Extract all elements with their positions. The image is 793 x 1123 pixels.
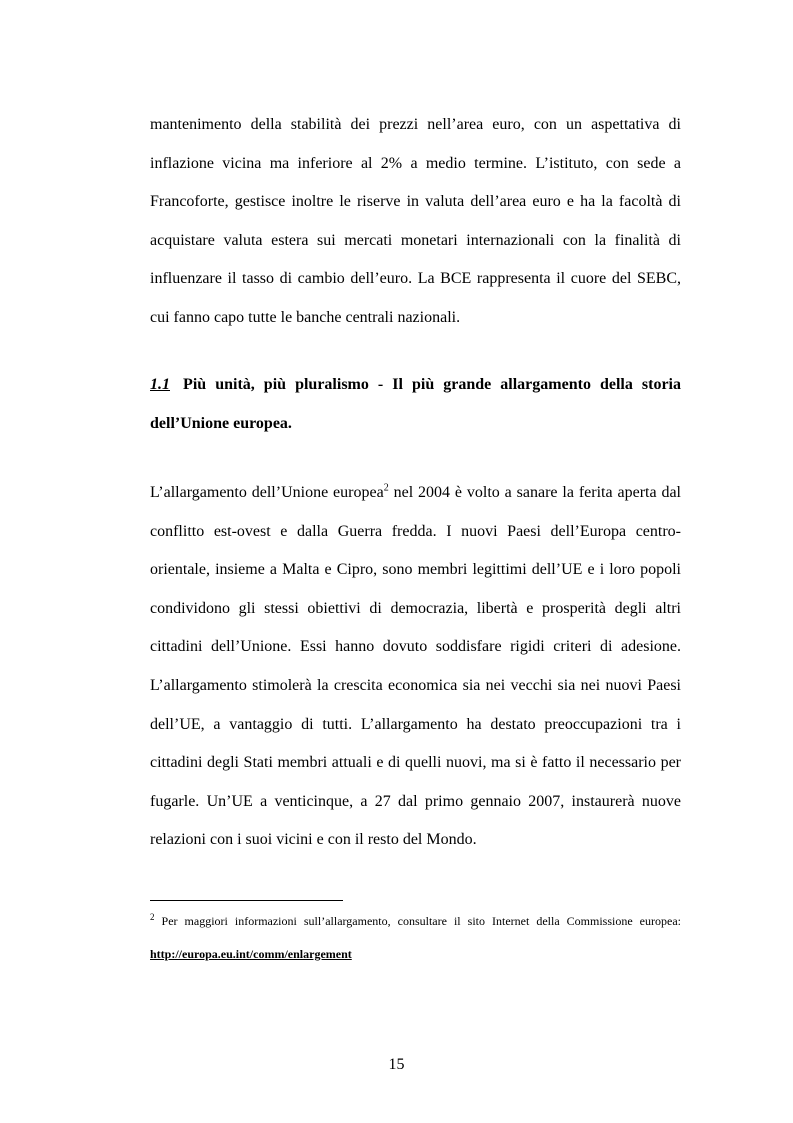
footnote-reference[interactable]: 2 [383, 482, 389, 494]
footnote [150, 905, 681, 971]
page-number: 15 [388, 1056, 405, 1073]
footnote-link[interactable]: http://europa.eu.int/comm/enlargement [150, 947, 352, 961]
section-number: 1.1 [150, 376, 170, 393]
body-paragraph-2 [150, 474, 681, 860]
body-paragraph-1: mantenimento della stabilità dei prezzi nell’area euro, con un aspettativa di inflazione vicina ma inferiore al 2% a medio termine. L’istituto, con sede a Francoforte, gestisce inoltre le riserve in valuta dell’area euro e ha la facoltà di acquistare valuta estera sui mercati monetari internazionali con la finalità di influenzare il tasso di cambio dell’euro. La BCE rappresenta il cuore del SEBC, cui fanno capo tutte le banche centrali nazionali. [150, 116, 681, 326]
section-heading [150, 366, 681, 443]
footnote-marker: 2 [150, 912, 155, 922]
footnote-separator [150, 900, 343, 901]
footnote-text: Per maggiori informazioni sull’allargamento, consultare il sito Internet della Commissione europea: [154, 914, 681, 928]
paragraph-2-start: L’allargamento dell’Unione europea [150, 484, 384, 501]
section-title: Più unità, più pluralismo - Il più grande allargamento della storia dell’Unione europea. [150, 376, 682, 432]
paragraph-2-rest: nel 2004 è volto a sanare la ferita aperta dal conflitto est-ovest e dalla Guerra fredda. I nuovi Paesi dell’Europa centro-orientale, insieme a Malta e Cipro, sono membri legittimi dell’UE e i loro popoli condividono gli stessi obiettivi di democrazia, libertà e prosperità degli altri cittadini dell’Unione. Essi hanno dovuto soddisfare rigidi criteri di adesione. L’allargamento stimolerà la crescita economica sia nei vecchi sia nei nuovi Paesi dell’UE, a vantaggio di tutti. L’allargamento ha destato preoccupazioni tra i cittadini degli Stati membri attuali e di quelli nuovi, ma si è fatto il necessario per fugarle. Un’UE a venticinque, a 27 dal primo gennaio 2007, instaurerà nuove relazioni con i suoi vicini e con il resto del Mondo. [150, 484, 682, 849]
